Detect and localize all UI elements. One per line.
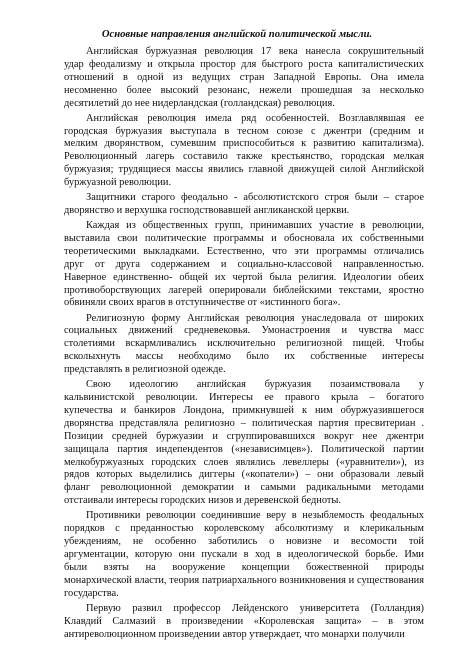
paragraph [64,46,424,110]
paragraph [64,113,424,190]
text-line: Позиции средней буржуазии и сгруппировавшихся вокруг нее джентри [64,430,424,442]
text-line: Наверное единственно- общей их чертой была религия. Идеологии обеих [64,271,424,283]
text-line: купечества и банкиров Лондона, примкнувшей к ним обуржуазившегося [64,404,424,416]
text-line: антиреволюционном произведении автор утверждает, что монархи получили [64,628,405,640]
text-line: монархической власти, теория патриархального возникновения и существования [64,574,424,586]
text-line: дворянство и верхушка господствовавшей англиканской церкви. [64,205,350,217]
text-line: были взяты на вооружение концепции божественной природы [64,561,424,573]
text-line: Защитники старого феодально - абсолютистского строя были – старое [86,192,424,204]
text-line: отстаивали интересы городских низов и деревенской бедноты. [64,495,341,507]
text-line: мелкобуржуазных городских слоев являлись левеллеры («уравнители»), из [64,456,424,468]
text-line: Английская буржуазная революция 17 века нанесла сокрушительный [86,46,424,57]
text-line: столетиями вскармливались исключительно религиозной пищей. Чтобы [64,338,424,350]
text-line: государства. [64,587,119,599]
document-body [64,46,424,644]
paragraph [64,510,424,600]
text-line: городская буржуазия выступала в тесном союзе с джентри (средним и [64,125,424,137]
text-line: десятилетий до нее нидерландская (голландская) революция. [64,97,335,109]
text-line: аргументации, которую они пускали в ход в идеологической борьбе. Ими [64,548,424,560]
text-line: Каждая из общественных групп, принимавших участие в революции, [86,220,424,232]
document-title: Основные направления английской политической мысли. [101,29,373,40]
text-line: социальных движений средневековья. Умонастроения и чувства масс [64,325,424,337]
text-line: теоретическими выкладками. Естественно, что эти программы отличались [64,245,424,257]
text-line: друг от друга содержанием и социально-классовой направленностью. [64,258,424,270]
text-line: Свою идеологию английская буржуазия позаимствовала у [86,379,424,391]
text-line: противоборствующих лагерей оперировали библейскими текстами, яростно [64,284,424,296]
paragraph [64,313,424,377]
text-line: Противники революции соединившие веру в незыблемость феодальных [86,510,424,522]
text-line: Религиозную форму Английская революция унаследовала от широких [86,312,424,324]
text-line: представлять в религиозной одежде. [64,364,226,376]
text-line: кальвинистской революции. Интересы ее правого крыла – богатого [64,392,424,404]
paragraph [64,379,424,508]
text-line: убеждениям, не особенно заботились о новизне и весомости той [64,536,424,548]
text-line: Первую развил профессор Лейденского университета (Голландия) [86,602,424,614]
text-line: Английская революция имела ряд особенностей. Возглавлявшая ее [86,112,424,124]
paragraph [64,192,424,218]
text-line: обвиняли своих врагов в отступничестве от «истинного бога». [64,297,341,309]
text-line: фланг революционной демократии и самыми радикальными методами [64,482,424,494]
text-line: защищала партия индепендентов («независимцев»). Политической партии [64,443,424,455]
text-line: Клавдий Салмазий в произведении «Королевская защита» – в этом [64,615,424,627]
paragraph [64,220,424,310]
text-line: мелким дворянством, сумевшим приспособиться к развитию капитализма). [64,138,424,150]
text-line: буржуазной революции. [64,177,172,189]
text-line: дворянства представляла религиозно – политическая партия пресвитериан . [64,417,424,429]
text-line: рядов которых выделились диггеры («копатели») – они образовали левый [64,469,424,481]
text-line: несомненно более высокий резонанс, нежели прошедшая за несколько [64,84,424,96]
text-line: отношений в одной из ведущих стран Западной Европы. Она имела [64,71,424,83]
text-line: буржуазия; трудящиеся массы явились главной движущей силой Английской [64,164,424,176]
paragraph [64,603,424,642]
text-line: удар феодализму и открыла простор для быстрого роста капиталистических [64,58,424,70]
text-line: порядков с преданностью королевскому абсолютизму и клерикальным [64,523,424,535]
text-line: всколыхнуть массы необходимо было их собственные интересы [64,351,424,363]
text-line: выставила свои политические программы и обосновала их собственными [64,233,424,245]
text-line: Революционный лагерь составило также крестьянство, городская мелкая [64,151,424,163]
